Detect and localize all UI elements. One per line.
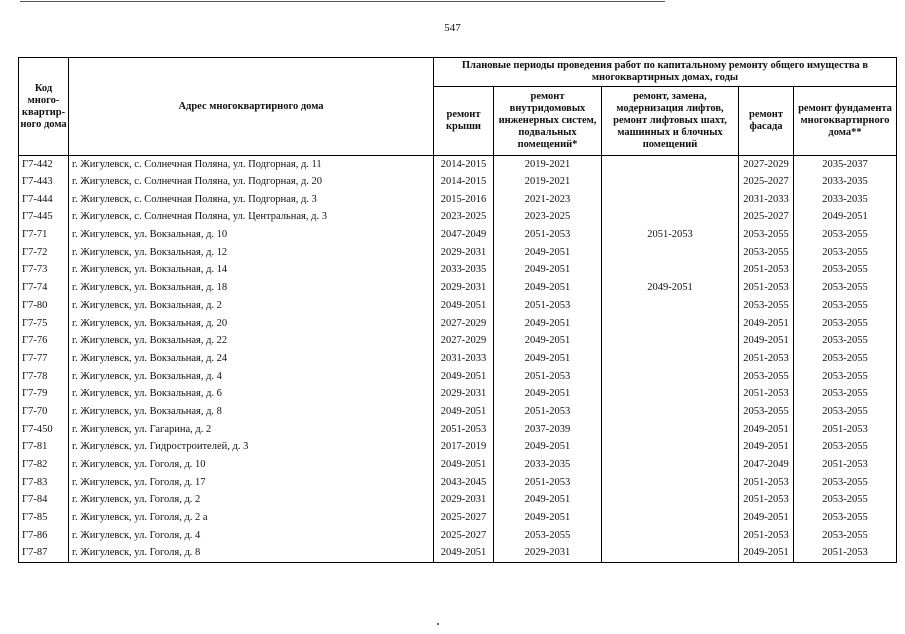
cell-lifts: [602, 244, 739, 262]
header-lifts: ремонт, замена, модернизация лифтов, ремонт лифтовых шахт, машинных и блочных помещений: [602, 87, 739, 156]
table-body: [19, 156, 897, 563]
cell-systems: 2049-2051: [494, 439, 602, 457]
cell-address: г. Жигулевск, ул. Вокзальная, д. 8: [69, 403, 434, 421]
cell-foundation: 2033-2035: [794, 173, 897, 191]
cell-lifts: 2049-2051: [602, 279, 739, 297]
table-row: [19, 315, 897, 333]
cell-foundation: 2053-2055: [794, 385, 897, 403]
table-row: [19, 332, 897, 350]
table-row: [19, 474, 897, 492]
cell-roof: 2025-2027: [434, 509, 494, 527]
cell-foundation: 2053-2055: [794, 226, 897, 244]
cell-address: г. Жигулевск, ул. Гагарина, д. 2: [69, 421, 434, 439]
cell-code: Г7-72: [19, 244, 69, 262]
cell-foundation: 2053-2055: [794, 279, 897, 297]
table-row: [19, 262, 897, 280]
cell-code: Г7-445: [19, 209, 69, 227]
header-planned-periods: Плановые периоды проведения работ по капитальному ремонту общего имущества в многоквартирных домах, годы: [434, 58, 897, 87]
cell-facade: 2053-2055: [739, 244, 794, 262]
cell-lifts: [602, 474, 739, 492]
table-row: [19, 492, 897, 510]
cell-code: Г7-80: [19, 297, 69, 315]
cell-systems: 2049-2051: [494, 244, 602, 262]
cell-address: г. Жигулевск, с. Солнечная Поляна, ул. Центральная, д. 3: [69, 209, 434, 227]
table-row: [19, 403, 897, 421]
cell-systems: 2019-2021: [494, 156, 602, 174]
cell-roof: 2051-2053: [434, 421, 494, 439]
cell-systems: 2049-2051: [494, 315, 602, 333]
cell-lifts: [602, 545, 739, 563]
cell-systems: 2029-2031: [494, 545, 602, 563]
cell-address: г. Жигулевск, ул. Гоголя, д. 4: [69, 527, 434, 545]
header-roof: ремонт крыши: [434, 87, 494, 156]
cell-systems: 2051-2053: [494, 403, 602, 421]
cell-code: Г7-73: [19, 262, 69, 280]
cell-foundation: 2053-2055: [794, 492, 897, 510]
cell-roof: 2029-2031: [434, 244, 494, 262]
table-row: [19, 456, 897, 474]
cell-foundation: 2053-2055: [794, 350, 897, 368]
cell-lifts: [602, 332, 739, 350]
cell-code: Г7-70: [19, 403, 69, 421]
cell-address: г. Жигулевск, ул. Гоголя, д. 10: [69, 456, 434, 474]
cell-code: Г7-78: [19, 368, 69, 386]
cell-address: г. Жигулевск, ул. Гоголя, д. 17: [69, 474, 434, 492]
cell-lifts: [602, 297, 739, 315]
cell-code: Г7-79: [19, 385, 69, 403]
cell-lifts: [602, 492, 739, 510]
cell-lifts: [602, 350, 739, 368]
header-systems: ремонт внутридомовых инженерных систем, подвальных помещений*: [494, 87, 602, 156]
cell-facade: 2049-2051: [739, 315, 794, 333]
cell-foundation: 2053-2055: [794, 315, 897, 333]
cell-roof: 2029-2031: [434, 279, 494, 297]
cell-facade: 2051-2053: [739, 474, 794, 492]
cell-foundation: 2049-2051: [794, 209, 897, 227]
cell-roof: 2049-2051: [434, 297, 494, 315]
table-row: [19, 173, 897, 191]
cell-code: Г7-84: [19, 492, 69, 510]
cell-facade: 2049-2051: [739, 509, 794, 527]
cell-code: Г7-85: [19, 509, 69, 527]
cell-facade: 2051-2053: [739, 279, 794, 297]
cell-lifts: [602, 385, 739, 403]
cell-facade: 2027-2029: [739, 156, 794, 174]
cell-foundation: 2033-2035: [794, 191, 897, 209]
cell-roof: 2043-2045: [434, 474, 494, 492]
cell-code: Г7-443: [19, 173, 69, 191]
cell-facade: 2051-2053: [739, 262, 794, 280]
table-row: [19, 527, 897, 545]
cell-code: Г7-83: [19, 474, 69, 492]
cell-lifts: [602, 262, 739, 280]
cell-facade: 2049-2051: [739, 439, 794, 457]
table-row: [19, 439, 897, 457]
cell-lifts: [602, 509, 739, 527]
page-number: 547: [444, 22, 461, 34]
cell-lifts: [602, 156, 739, 174]
cell-lifts: [602, 368, 739, 386]
cell-code: Г7-86: [19, 527, 69, 545]
cell-foundation: 2051-2053: [794, 456, 897, 474]
cell-address: г. Жигулевск, ул. Вокзальная, д. 2: [69, 297, 434, 315]
cell-address: г. Жигулевск, ул. Вокзальная, д. 4: [69, 368, 434, 386]
cell-lifts: [602, 173, 739, 191]
cell-foundation: 2053-2055: [794, 244, 897, 262]
cell-code: Г7-87: [19, 545, 69, 563]
scan-speck: [437, 623, 439, 625]
cell-systems: 2051-2053: [494, 474, 602, 492]
table-row: [19, 350, 897, 368]
cell-code: Г7-81: [19, 439, 69, 457]
cell-address: г. Жигулевск, с. Солнечная Поляна, ул. Подгорная, д. 20: [69, 173, 434, 191]
cell-code: Г7-74: [19, 279, 69, 297]
cell-lifts: [602, 315, 739, 333]
cell-roof: 2033-2035: [434, 262, 494, 280]
cell-roof: 2049-2051: [434, 403, 494, 421]
cell-systems: 2021-2023: [494, 191, 602, 209]
cell-roof: 2027-2029: [434, 332, 494, 350]
table-row: [19, 297, 897, 315]
cell-code: Г7-75: [19, 315, 69, 333]
repair-schedule-table: [18, 57, 897, 563]
cell-lifts: [602, 527, 739, 545]
cell-facade: 2051-2053: [739, 527, 794, 545]
cell-systems: 2049-2051: [494, 385, 602, 403]
cell-systems: 2023-2025: [494, 209, 602, 227]
cell-lifts: [602, 439, 739, 457]
cell-roof: 2015-2016: [434, 191, 494, 209]
cell-lifts: 2051-2053: [602, 226, 739, 244]
cell-facade: 2049-2051: [739, 545, 794, 563]
cell-systems: 2051-2053: [494, 226, 602, 244]
cell-foundation: 2053-2055: [794, 332, 897, 350]
cell-foundation: 2053-2055: [794, 368, 897, 386]
header-foundation: ремонт фундамента многоквартирного дома**: [794, 87, 897, 156]
cell-code: Г7-442: [19, 156, 69, 174]
table-row: [19, 209, 897, 227]
cell-facade: 2049-2051: [739, 421, 794, 439]
cell-address: г. Жигулевск, ул. Вокзальная, д. 14: [69, 262, 434, 280]
table-row: [19, 509, 897, 527]
header-facade: ремонт фасада: [739, 87, 794, 156]
cell-address: г. Жигулевск, ул. Гоголя, д. 8: [69, 545, 434, 563]
cell-foundation: 2053-2055: [794, 403, 897, 421]
cell-systems: 2049-2051: [494, 262, 602, 280]
table-row: [19, 279, 897, 297]
cell-foundation: 2053-2055: [794, 527, 897, 545]
cell-facade: 2051-2053: [739, 350, 794, 368]
cell-lifts: [602, 209, 739, 227]
cell-roof: 2014-2015: [434, 156, 494, 174]
cell-roof: 2027-2029: [434, 315, 494, 333]
cell-roof: 2049-2051: [434, 545, 494, 563]
cell-systems: 2049-2051: [494, 350, 602, 368]
cell-address: г. Жигулевск, ул. Гидростроителей, д. 3: [69, 439, 434, 457]
cell-address: г. Жигулевск, ул. Вокзальная, д. 22: [69, 332, 434, 350]
cell-lifts: [602, 421, 739, 439]
table-row: [19, 545, 897, 563]
cell-facade: 2025-2027: [739, 209, 794, 227]
cell-facade: 2049-2051: [739, 332, 794, 350]
cell-address: г. Жигулевск, ул. Вокзальная, д. 10: [69, 226, 434, 244]
cell-systems: 2053-2055: [494, 527, 602, 545]
table-row: [19, 226, 897, 244]
cell-foundation: 2035-2037: [794, 156, 897, 174]
cell-roof: 2025-2027: [434, 527, 494, 545]
table-row: [19, 244, 897, 262]
cell-foundation: 2053-2055: [794, 474, 897, 492]
cell-roof: 2031-2033: [434, 350, 494, 368]
table-row: [19, 385, 897, 403]
cell-systems: 2051-2053: [494, 368, 602, 386]
table-row: [19, 156, 897, 174]
cell-foundation: 2053-2055: [794, 297, 897, 315]
cell-roof: 2049-2051: [434, 368, 494, 386]
header-code: Код много-квартир-ного дома: [19, 58, 69, 156]
cell-foundation: 2053-2055: [794, 509, 897, 527]
cell-lifts: [602, 456, 739, 474]
cell-systems: 2049-2051: [494, 332, 602, 350]
cell-lifts: [602, 191, 739, 209]
cell-facade: 2051-2053: [739, 492, 794, 510]
cell-address: г. Жигулевск, с. Солнечная Поляна, ул. Подгорная, д. 3: [69, 191, 434, 209]
cell-roof: 2047-2049: [434, 226, 494, 244]
cell-address: г. Жигулевск, ул. Вокзальная, д. 24: [69, 350, 434, 368]
cell-address: г. Жигулевск, ул. Вокзальная, д. 6: [69, 385, 434, 403]
cell-facade: 2053-2055: [739, 297, 794, 315]
cell-facade: 2051-2053: [739, 385, 794, 403]
cell-address: г. Жигулевск, ул. Вокзальная, д. 12: [69, 244, 434, 262]
cell-code: Г7-77: [19, 350, 69, 368]
cell-roof: 2029-2031: [434, 385, 494, 403]
table-row: [19, 191, 897, 209]
cell-roof: 2017-2019: [434, 439, 494, 457]
cell-code: Г7-82: [19, 456, 69, 474]
cell-systems: 2049-2051: [494, 492, 602, 510]
cell-address: г. Жигулевск, ул. Вокзальная, д. 20: [69, 315, 434, 333]
cell-roof: 2049-2051: [434, 456, 494, 474]
cell-facade: 2047-2049: [739, 456, 794, 474]
header-address: Адрес многоквартирного дома: [69, 58, 434, 156]
cell-address: г. Жигулевск, ул. Гоголя, д. 2: [69, 492, 434, 510]
cell-address: г. Жигулевск, ул. Гоголя, д. 2 а: [69, 509, 434, 527]
cell-code: Г7-444: [19, 191, 69, 209]
cell-address: г. Жигулевск, с. Солнечная Поляна, ул. Подгорная, д. 11: [69, 156, 434, 174]
table-row: [19, 368, 897, 386]
cell-systems: 2037-2039: [494, 421, 602, 439]
cell-foundation: 2051-2053: [794, 421, 897, 439]
cell-facade: 2031-2033: [739, 191, 794, 209]
cell-code: Г7-450: [19, 421, 69, 439]
cell-roof: 2023-2025: [434, 209, 494, 227]
top-rule: [20, 1, 665, 2]
cell-facade: 2053-2055: [739, 226, 794, 244]
cell-code: Г7-71: [19, 226, 69, 244]
cell-facade: 2053-2055: [739, 368, 794, 386]
cell-foundation: 2053-2055: [794, 439, 897, 457]
cell-lifts: [602, 403, 739, 421]
cell-code: Г7-76: [19, 332, 69, 350]
cell-systems: 2033-2035: [494, 456, 602, 474]
table-row: [19, 421, 897, 439]
cell-systems: 2051-2053: [494, 297, 602, 315]
cell-roof: 2029-2031: [434, 492, 494, 510]
cell-facade: 2025-2027: [739, 173, 794, 191]
cell-address: г. Жигулевск, ул. Вокзальная, д. 18: [69, 279, 434, 297]
cell-foundation: 2053-2055: [794, 262, 897, 280]
cell-systems: 2019-2021: [494, 173, 602, 191]
cell-foundation: 2051-2053: [794, 545, 897, 563]
cell-systems: 2049-2051: [494, 279, 602, 297]
cell-roof: 2014-2015: [434, 173, 494, 191]
cell-systems: 2049-2051: [494, 509, 602, 527]
cell-facade: 2053-2055: [739, 403, 794, 421]
